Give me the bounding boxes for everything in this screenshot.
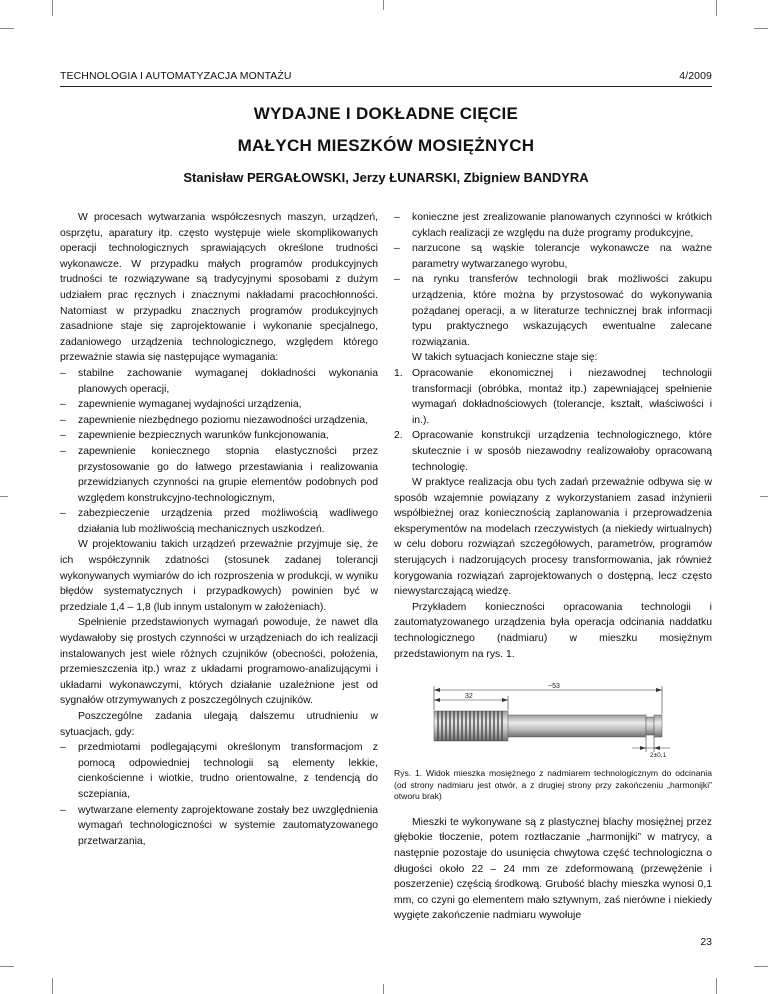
bellows-smooth-part [506,715,646,737]
journal-name: TECHNOLOGIA I AUTOMATYZACJA MONTAŻU [60,70,292,82]
crop-mark [0,496,8,497]
list-item [60,803,378,850]
list-marker: – [60,742,66,754]
list-item-text: Opracowanie konstrukcji urządzenia technologicznego, które skutecznie i w sposób niezawodny realizowałoby opracowaną technologię. [412,430,712,473]
crop-mark [52,978,53,994]
paragraph: W projektowaniu takich urządzeń przeważnie przyjmuje się, że ich współczynnik zdatności (stosunek zadanej tolerancji wykonywanych wymiarów do ich rozproszenia w produkcji, w wyniku błędów systematycznych i przypadkowych) powinien być w przedziale 1,4 – 1,8 (lub innym ustalonym w założeniach). [60,539,378,613]
paragraph: Poszczególne zadania ulegają dalszemu utrudnieniu w sytuacjach, gdy: [60,711,378,738]
list-marker: – [60,804,66,816]
figure-caption: Rys. 1. Widok mieszka mosiężnego z nadmiarem technologicznym do odcinania (od strony nadmiaru jest otwór, a z drugiej strony przy zakończeniu „harmonijki” otworu brak) [394,768,712,802]
header-rule [60,86,712,87]
paper-title-line-2: MAŁYCH MIESZKÓW MOSIĘŻNYCH [237,136,535,155]
issue-number: 4/2009 [679,70,712,82]
list-item-text: stabilne zachowanie wymaganej dokładności wykonania planowych operacji, [78,367,378,395]
difficulties-list-continued [394,210,712,350]
crop-mark [716,0,717,16]
list-item [394,428,712,475]
dimension-arrow [434,688,440,692]
list-item-text: na rynku transferów technologii brak możliwości zakupu urządzenia, które można by przystosować do wykonywania pożądanej operacji, a w literaturze technicznej brak informacji typu praktycznego wskazujących ewentualne zalecane rozwiązania. [412,274,712,348]
paragraph: W praktyce realizacja obu tych zadań przeważnie odbywa się w sposób wzajemnie powiązany z wykorzystaniem zasad inżynierii współbieżnej oraz koniecznością zaplanowania i przeprowadzenia eksperymentów na modelach rzeczywistych (a niekiedy wirtualnych) w celu doboru rozwiązań szczegółowych, parametrów, programów sterujących i nadzorujących procesy transformowania, jak również korygowania rozwiązań zaprojektowanych o dostępną, lecz często niewystarczającą wiedzę. [394,477,712,598]
paper-title-line-1: WYDAJNE I DOKŁADNE CIĘCIE [253,104,519,123]
difficulties-list [60,740,378,849]
list-item-text: wytwarzane elementy zaprojektowane zostały bez uwzględnienia wymagań technologiczności w systemie zautomatyzowanego przetwarzania, [78,804,378,847]
author-list: Stanisław PERGAŁOWSKI, Jerzy ŁUNARSKI, Zbigniew BANDYRA [183,170,589,185]
list-marker: – [394,212,400,223]
crop-mark [383,0,384,10]
crop-mark [0,28,14,29]
list-item [60,740,378,802]
bellows-neck [646,717,654,735]
dimension-label-bellows: 32 [465,693,473,701]
list-marker: – [60,445,66,457]
crop-mark [383,984,384,994]
dimension-arrow [502,698,508,702]
list-item-text: zapewnienie niezbędnego poziomu niezawodności urządzenia, [78,414,368,426]
list-marker: 2. [394,430,403,442]
dimension-label-total: ~53 [548,683,560,691]
list-item [60,444,378,506]
figure-bellows [394,682,712,758]
list-marker: – [394,274,400,286]
requirements-list [60,366,378,538]
dimension-arrow [654,746,660,750]
crop-mark [754,28,768,29]
list-marker: – [60,399,66,411]
paragraph: Spełnienie przedstawionych wymagań powoduje, że nawet dla wydawałoby się prostych czynności w urządzeniach do ich realizacji instalowanych jest wiele różnych czujników (obecności, położenia, przemieszczenia itp.) wraz z układami programowo-analizującymi i układami wykonawczymi, których działanie uzależnione jest od sygnałów otrzymywanych z poszczególnych czujników. [60,617,378,707]
paragraph: Mieszki te wykonywane są z plastycznej blachy mosiężnej przez głębokie tłoczenie, potem roztłaczanie „harmonijki” w matrycy, a następnie pozostaje do usunięcia chwytowa część technologiczna o długości około 22 – 24 mm ze zdeformowaną (przewężenie i poszerzenie) częścią środkową. Grubość blachy mieszka wynosi 0,1 mm, co czyni go elementem mało sztywnym, zaś nierówne i niekiedy wygięte zakończenie nadmiaru wywołuje [394,816,712,922]
bellows-drawing [394,682,712,758]
paragraph: Przykładem konieczności opracowania technologii i zautomatyzowanego urządzenia była operacja odcinania naddatku technologicznego (nadmiaru) w mieszku mosiężnym przedstawionym na rys. 1. [394,601,712,660]
crop-mark [716,978,717,994]
crop-mark [0,966,14,967]
crop-mark [754,966,768,967]
dimension-arrow [434,698,440,702]
list-marker: – [60,367,66,379]
list-item-text: zapewnienie wymaganej wydajności urządzenia, [78,399,302,411]
list-marker: 1. [394,367,403,379]
list-item-text: zapewnienie bezpiecznych warunków funkcjonowania, [78,430,329,442]
page-number: 23 [700,936,712,948]
dimension-arrow [640,746,646,750]
bellows-collar [654,715,662,737]
list-marker: – [60,414,66,426]
list-item [60,413,378,429]
bellows-corrugated-part [434,711,508,741]
list-item [60,366,378,397]
left-column [60,210,378,849]
list-item-text: konieczne jest zrealizowanie planowanych czynności w krótkich cyklach realizacji ze względu na duże programy produkcyjne, [412,212,712,239]
list-item [60,397,378,413]
crop-mark [760,496,768,497]
list-item [394,272,712,350]
crop-mark [52,0,53,16]
tasks-list [394,366,712,475]
dimension-label-end: 2±0,1 [650,752,667,759]
running-header [60,70,712,84]
list-item-text: przedmiotami podlegającymi określonym transformacjom z pomocą odpowiedniej technologii są elementy lekkie, cienkościenne i wiotkie, trudno orientowalne, z tendencją do sczepiania, [78,742,378,800]
list-item-text: zapewnienie koniecznego stopnia elastyczności przez przystosowanie go do łatwego przestawiania i realizowania przewidzianych czynności na grupie elementów podobnych pod względem konstrukcyjno-technologicznym, [78,445,378,504]
list-item [394,210,712,241]
dimension-arrow [656,688,662,692]
paragraph: W takich sytuacjach konieczne staje się: [412,352,598,364]
paragraph: W procesach wytwarzania współczesnych maszyn, urządzeń, osprzętu, aparatury itp. często występuje wiele skomplikowanych operacji technologicznych sprawiających określone trudności wykonawcze. W przypadku małych programów produkcyjnych trudności te rozwiązywane są tradycyjnymi sposobami z dużym udziałem prac ręcznych i znacznymi nakładami pracochłonności. Natomiast w przypadku znacznych programów produkcyjnych zasadnione staje się zaprojektowanie i wykonanie specjalnego, zadaniowego urządzenia technologicznego, względem którego przeważnie stawia się następujące wymagania: [60,212,378,364]
list-item [60,506,378,537]
list-item-text: narzucone są wąskie tolerancje wykonawcze na ważne parametry wytwarzanego wyrobu, [412,243,712,270]
right-column [394,210,712,924]
list-item [60,428,378,444]
list-marker: – [60,430,66,442]
list-item [394,241,712,272]
list-item-text: Opracowanie ekonomicznej i niezawodnej technologii transformacji (obróbka, montaż itp.) zapewniającej spełnienie wymagań dokładnościowych (tolerancje, kształt, właściwości i in.). [412,367,712,426]
list-marker: – [60,508,66,520]
list-marker: – [394,243,400,255]
list-item-text: zabezpieczenie urządzenia przed możliwością wadliwego działania lub możliwością mechanicznych uszkodzeń. [78,508,378,535]
list-item [394,366,712,428]
